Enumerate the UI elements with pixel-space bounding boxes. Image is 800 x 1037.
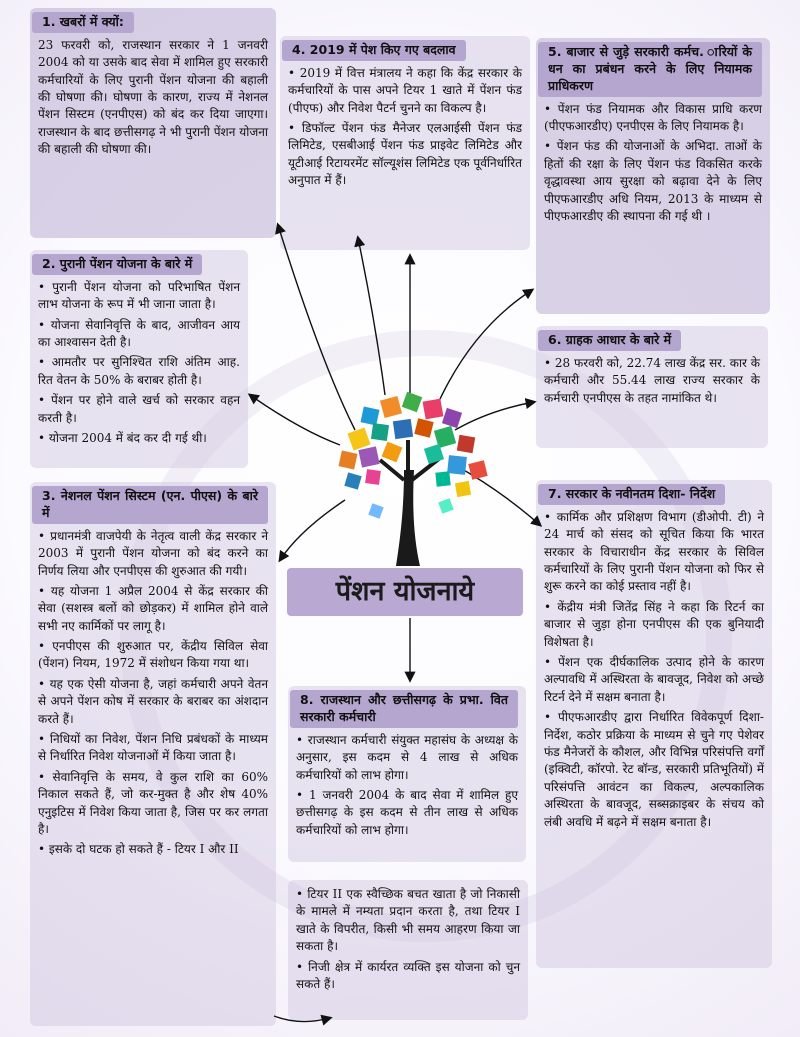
list-item: • 2019 में वित्त मंत्रालय ने कहा कि केंद्र सरकार के कर्मचारियों के पास अपने टियर 1 खाते में पेंशन फंड (पीएफ) और निवेश पैटर्न चुनने का विकल्प है। — [288, 65, 522, 115]
section-heading: 6. ग्राहक आधार के बारे में — [538, 330, 681, 351]
list-item: • इसके दो घटक हो सकते हैं - टियर I और II — [38, 842, 239, 857]
arrow-icon — [280, 500, 345, 560]
tree-illustration-icon — [339, 392, 488, 566]
list-item: • 1 जनवरी 2004 के बाद सेवा में शामिल हुए छत्तीसगढ़ के इस कदम से तीन लाख से अधिक कर्मचारियों को लाभ होगा। — [296, 787, 518, 837]
list-item: • टियर II एक स्वैच्छिक बचत खाता है जो निकासी के मामले में नम्यता प्रदान करता है, तथा टियर I खाते के विपरीत, किसी भी समय आहरण किया जा सकता है। — [296, 887, 520, 954]
list-item: • योजना सेवानिवृत्ति के बाद, आजीवन आय का आश्वासन देती है। — [38, 317, 240, 350]
list-item: • पेंशन फंड की योजनाओं के अभिदा. ताओं के हितों की रक्षा के लिए पेंशन फंड विकसित करके वृद्धावस्था आय सुरक्षा को बढ़ावा देने के लिए पीएफआरडीए अधि नियम, 2013 के माध्यम से पीएफआरडीए की स्थापना की गई थी । — [544, 139, 762, 223]
section-paragraph: 23 फरवरी को, राजस्थान सरकार ने 1 जनवरी 2004 को या उसके बाद सेवा में शामिल हुए सरकारी कर्मचारियों के लिए पुरानी पेंशन योजना की बहाली की घोषणा की। घोषणा के कारण, राज्य में नेशनल पेंशन सिस्टम (एनपीएस) को बंद कर दिया जाएगा। राजस्थान के बाद छत्तीसगढ़ ने भी पुरानी पेंशन योजना की बहाली की घोषणा की। — [38, 37, 268, 157]
list-item: • पेंशन पर होने वाले खर्च को सरकार वहन करती है। — [38, 393, 240, 425]
list-item: • पेंशन एक दीर्घकालिक उत्पाद होने के कारण अल्पावधि में अस्थिरता के बावजूद, निवेश को अच्छे रिटर्न देने में सक्षम बनाता है। — [544, 655, 764, 704]
list-item: • योजना 2004 में बंद कर दी गई थी। — [38, 431, 207, 445]
list-item: • पीएफआरडीए द्वारा निर्धारित विवेकपूर्ण दिशा-निर्देश, कठोर प्रक्रिया के माध्यम से चुने गए पेशेवर फंड मैनेजरों के कौशल, और विभिन्न परिसंपत्ति वर्गों (इक्विटी, कॉरपो. रेट बॉन्ड, सरकारी प्रतिभूतियों) में परिसंपत्ति आवंटन का विकल्प, अल्पकालिक अस्थिरता के बावजूद, सब्सक्राइबर के संचय को लंबी अवधि में बढ़ने में सक्षम बनाता है। — [544, 710, 764, 829]
list-item: • पेंशन फंड नियामक और विकास प्राधि करण (पीएफआरडीए) एनपीएस के लिए नियामक है। — [544, 101, 762, 134]
list-item: • सेवानिवृत्ति के समय, वे कुल राशि का 60% निकाल सकते हैं, जो कर-मुक्त है और शेष 40% एनुइटिस में निवेश किया जाता है, जिस पर कर लगता है। — [38, 769, 268, 836]
list-item: • एनपीएस की शुरुआत पर, केंद्रीय सिविल सेवा (पेंशन) नियम, 1972 में संशोधन किया गया था। — [38, 639, 268, 671]
section-heading: 2. पुरानी पेंशन योजना के बारे में — [32, 254, 202, 275]
section-heading: 8. राजस्थान और छत्तीसगढ़ के प्रभा. वित सरकारी कर्मचारी — [290, 690, 518, 728]
arrow-icon — [455, 402, 534, 430]
section-heading: 1. खबरों में क्यों: — [32, 12, 134, 33]
arrow-icon — [250, 395, 340, 445]
list-item: • प्रधानमंत्री वाजपेयी के नेतृत्व वाली केंद्र सरकार ने 2003 में पुरानी पेंशन योजना को बंद करने का निर्णय लिया और एनपीएस की शुरुआत की गयी। — [38, 528, 268, 578]
list-item: • यह योजना 1 अप्रैल 2004 से केंद्र सरकार की सेवा (सशस्त्र बलों को छोड़कर) में शामिल होने वाले सभी नए कार्मिकों पर लागू है। — [38, 583, 268, 633]
list-item: • यह एक ऐसी योजना है, जहां कर्मचारी अपने वेतन से अपने पेंशन कोष में सरकार के बराबर का अंशदान करते हैं। — [38, 676, 268, 726]
arrow-icon — [278, 225, 355, 430]
section-heading: 5. बाजार से जुड़े सरकारी कर्मच. ारियों के धन का प्रबंधन करने के लिए नियामक प्राधिकरण — [538, 42, 762, 97]
list-item: • 28 फरवरी को, 22.74 लाख केंद्र सर. कार के कर्मचारी और 55.44 लाख राज्य सरकार के कर्मचारी एनपीएस के तहत नामांकित थे। — [544, 355, 760, 405]
page-title: पेंशन योजनाये — [287, 568, 523, 616]
list-item: • केंद्रीय मंत्री जितेंद्र सिंह ने कहा कि रिटर्न का बाजार से जुड़ा होना एनपीएस की एक बुनियादी विशेषता है। — [544, 599, 764, 649]
arrow-icon — [274, 1016, 330, 1022]
list-item: • डिफॉल्ट पेंशन फंड मैनेजर एलआईसी पेंशन फंड लिमिटेड, एसबीआई पेंशन फंड प्राइवेट लिमिटेड और यूटीआई रिटायरमेंट सॉल्यूशंस लिमिटेड एक पूर्वनिर्धारित अनुपात में हैं। — [288, 121, 522, 188]
list-item: • निधियों का निवेश, पेंशन निधि प्रबंधकों के माध्यम से निर्धारित निवेश योजनाओं में किया जाता है। — [38, 732, 268, 764]
list-item: • कार्मिक और प्रशिक्षण विभाग (डीओपी. टी) ने 24 मार्च को संसद को सूचित किया कि भारत सरकार के विचाराधीन केंद्र सरकार के सिविल कर्मचारियों के लिए पुरानी पेंशन योजना को फिर से शुरू करने का कोई प्रस्ताव नहीं है। — [544, 509, 764, 594]
section-heading: 7. सरकार के नवीनतम दिशा- निर्देश — [538, 484, 725, 505]
list-item: • राजस्थान कर्मचारी संयुक्त महासंघ के अध्यक्ष के अनुसार, इस कदम से 4 लाख से अधिक कर्मचारियों को लाभ होगा। — [296, 732, 518, 782]
list-item: • आमतौर पर सुनिश्चित राशि अंतिम आह. रित वेतन के 50% के बराबर होती है। — [38, 355, 240, 387]
list-item: • पुरानी पेंशन योजना को परिभाषित पेंशन लाभ योजना के रूप में भी जाना जाता है। — [38, 279, 240, 312]
section-heading: 3. नेशनल पेंशन सिस्टम (एन. पीएस) के बारे में — [32, 486, 268, 524]
arrow-icon — [435, 290, 532, 410]
list-item: • निजी क्षेत्र में कार्यरत व्यक्ति इस योजना को चुन सकते हैं। — [296, 959, 520, 991]
arrow-icon — [358, 238, 385, 395]
section-heading: 4. 2019 में पेश किए गए बदलाव — [282, 40, 466, 61]
